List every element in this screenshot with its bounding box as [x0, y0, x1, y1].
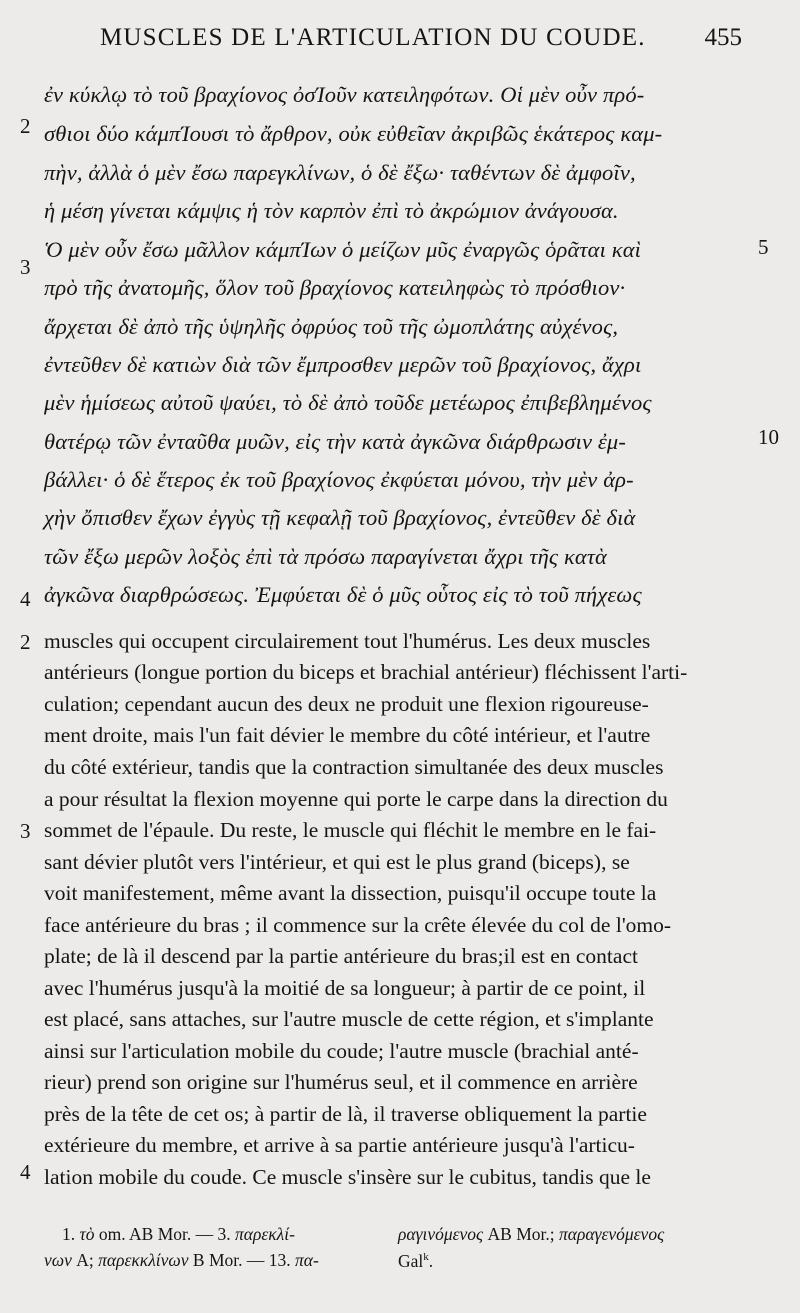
greek-line: πὴν, ἀλλὰ ὁ μὲν ἔσω παρεγκλίνων, ὁ δὲ ἔξω· ταθέντων δὲ ἀμφοῖν,	[44, 160, 636, 185]
footnote-greek: παρεκκλίνων	[98, 1250, 189, 1270]
greek-line: ἡ μέση γίνεται κάμψις ἡ τὸν καρπὸν ἐπὶ τὸ ἀκρώμιον ἀνάγουσα.	[44, 198, 619, 223]
french-line: sant dévier plutôt vers l'intérieur, et qui est le plus grand (biceps), se	[44, 850, 630, 874]
french-line: ment droite, mais l'un fait dévier le membre du côté intérieur, et l'autre	[44, 723, 651, 747]
line-number: 10	[758, 425, 779, 449]
french-line: a pour résultat la flexion moyenne qui porte le carpe dans la direction du	[44, 787, 668, 811]
greek-line: ἀγκῶνα διαρθρώσεως. Ἐμφύεται δὲ ὁ μῦς οὗτος εἰς τὸ τοῦ πήχεως	[44, 582, 642, 607]
footnote-greek: ραγινόμενος	[398, 1224, 484, 1244]
greek-line: βάλλει· ὁ δὲ ἕτερος ἐκ τοῦ βραχίονος ἐκφύεται μόνου, τὴν μὲν ἀρ-	[44, 467, 634, 492]
french-line: est placé, sans attaches, sur l'autre muscle de cette région, et s'implante	[44, 1007, 654, 1031]
footnotes	[0, 1222, 800, 1282]
footnote-number: 1.	[62, 1224, 76, 1244]
section-marker-french: 2	[20, 630, 31, 654]
footnote-greek: πα-	[295, 1250, 319, 1270]
greek-line: θατέρῳ τῶν ἐνταῦθα μυῶν, εἰς τὴν κατὰ ἀγκῶνα διάρθρωσιν ἐμ-	[44, 429, 627, 454]
french-line: du côté extérieur, tandis que la contraction simultanée des deux muscles	[44, 755, 664, 779]
greek-line: Ὁ μὲν οὖν ἔσω μᾶλλον κάμπΊων ὁ μείζων μῦς ἐναργῶς ὁρᾶται καὶ	[44, 237, 642, 262]
greek-line: πρὸ τῆς ἀνατομῆς, ὅλον τοῦ βραχίονος κατειληφὼς τὸ πρόσθιον·	[44, 275, 626, 300]
line-number: 5	[758, 235, 769, 259]
french-line: avec l'humérus jusqu'à la moitié de sa longueur; à partir de ce point, il	[44, 976, 646, 1000]
greek-line: τῶν ἔξω μερῶν λοξὸς ἐπὶ τὰ πρόσω παραγίνεται ἄχρι τῆς κατὰ	[44, 544, 608, 569]
footnote-greek: παρεκλί-	[235, 1224, 295, 1244]
french-line: plate; de là il descend par la partie antérieure du bras;il est en contact	[44, 944, 638, 968]
french-line: muscles qui occupent circulairement tout l'humérus. Les deux muscles	[44, 629, 651, 653]
footnote-col2-line1	[398, 1226, 664, 1244]
greek-line: χὴν ὄπισθεν ἔχων ἐγγὺς τῇ κεφαλῇ τοῦ βραχίονος, ἐντεῦθεν δὲ διὰ	[44, 505, 636, 530]
footnote-greek: τὸ	[79, 1224, 95, 1244]
footnote-text: A;	[71, 1250, 99, 1270]
footnote-greek: παραγενόμενος	[559, 1224, 665, 1244]
greek-line: σθιοι δύο κάμπΊουσι τὸ ἄρθρον, οὐκ εὐθεῖαν ἀκριβῶς ἑκάτερος καμ-	[44, 121, 663, 146]
section-marker-greek: 4	[20, 587, 31, 611]
header-title: MUSCLES DE L'ARTICULATION DU COUDE.	[100, 24, 646, 51]
french-line: près de la tête de cet os; à partir de là, il traverse obliquement la partie	[44, 1102, 647, 1126]
page-number: 455	[704, 24, 742, 51]
french-line: sommet de l'épaule. Du reste, le muscle qui fléchit le membre en le fai-	[44, 818, 657, 842]
french-line: voit manifestement, même avant la dissection, puisqu'il occupe toute la	[44, 881, 657, 905]
footnote-text: om. AB Mor. — 3.	[94, 1224, 236, 1244]
french-line: ainsi sur l'articulation mobile du coude; l'autre muscle (brachial anté-	[44, 1039, 639, 1063]
section-marker-french: 4	[20, 1160, 31, 1184]
footnote-col1-line1	[62, 1226, 295, 1244]
greek-line: ἄρχεται δὲ ἀπὸ τῆς ὑψηλῆς ὀφρύος τοῦ τῆς ὠμοπλάτης αὐχένος,	[44, 314, 619, 339]
footnote-text: B Mor. — 13.	[188, 1250, 296, 1270]
french-line: face antérieure du bras ; il commence sur la crête élevée du col de l'omo-	[44, 913, 672, 937]
footnote-text: AB Mor.;	[483, 1224, 560, 1244]
footnote-col2-line2	[398, 1252, 433, 1270]
greek-line: μὲν ἡμίσεως αὐτοῦ ψαύει, τὸ δὲ ἀπὸ τοῦδε μετέωρος ἐπιβεβλημένος	[44, 390, 652, 415]
section-marker-greek: 3	[20, 255, 31, 279]
footnote-superscript: k	[423, 1251, 429, 1263]
footnote-col1-line2	[44, 1252, 319, 1270]
section-marker-french: 3	[20, 819, 31, 843]
footnote-greek: νων	[44, 1250, 72, 1270]
french-line: antérieurs (longue portion du biceps et brachial antérieur) fléchissent l'arti-	[44, 660, 688, 684]
running-header	[100, 24, 742, 60]
french-line: rieur) prend son origine sur l'humérus seul, et il commence en arrière	[44, 1070, 638, 1094]
section-marker-greek: 2	[20, 114, 31, 138]
footnote-text: .	[428, 1250, 434, 1271]
french-line: culation; cependant aucun des deux ne produit une flexion rigoureuse-	[44, 692, 649, 716]
footnote-text: Gal	[398, 1250, 424, 1271]
greek-line: ἐν κύκλῳ τὸ τοῦ βραχίονος ὀσΊοῦν κατειληφότων. Οἱ μὲν οὖν πρό-	[44, 82, 645, 107]
greek-line: ἐντεῦθεν δὲ κατιὼν διὰ τῶν ἔμπροσθεν μερῶν τοῦ βραχίονος, ἄχρι	[44, 352, 642, 377]
french-line: lation mobile du coude. Ce muscle s'insère sur le cubitus, tandis que le	[44, 1165, 651, 1189]
french-line: extérieure du membre, et arrive à sa partie antérieure jusqu'à l'articu-	[44, 1133, 635, 1157]
